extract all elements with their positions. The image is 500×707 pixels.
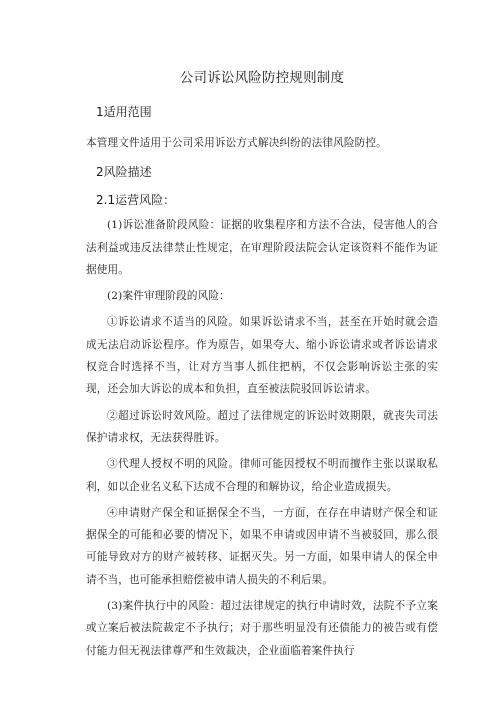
paragraph-claim-risk: ①诉讼请求不适当的风险。如果诉讼请求不当，甚至在开始时就会造成无法启动诉讼程序。作为原告，如果夸大、缩小诉讼请求或者诉讼请求权竞合时选择不当，让对方当事人抓住把柄，不仅会影响诉讼主张的实现，还会加大诉讼的成本和负担，直至被法院驳回诉讼请求。 xyxy=(86,316,438,396)
section-heading-scope: 1适用范围 xyxy=(96,105,152,119)
document-title: 公司诉讼风险防控规则制度 xyxy=(179,70,345,86)
paragraph-preparation-risk: (1)诉讼准备阶段风险：证据的收集程序和方法不合法，侵害他人的合法利益或违反法律禁止性规定，在审理阶段法院会认定该资料不能作为证据使用。 xyxy=(86,219,438,276)
paragraph-trial-risk: (2)案件审理阶段的风险： xyxy=(107,290,230,303)
paragraph-limitation-risk: ②超过诉讼时效风险。超过了法律规定的诉讼时效期限，就丧失司法保护请求权，无法获得胜诉。 xyxy=(86,409,438,444)
paragraph-execution-risk: (3)案件执行中的风险：超过法律规定的执行申请时效，法院不予立案或立案后被法院裁定不予执行；对于那些明显没有还债能力的被告或有偿付能力但无视法律尊严和生效裁决，企业面临着案件执行 xyxy=(86,600,438,657)
paragraph-scope: 本管理文件适用于公司采用诉讼方式解决纠纷的法律风险防控。 xyxy=(86,137,387,149)
paragraph-preservation-risk: ④申请财产保全和证据保全不当，一方面，在存在申请财产保全和证据保全的可能和必要的情况下，如果不申请或因申请不当被驳回，那么很可能导致对方的财产被转移、证据灭失。另一方面，如果申请人的保全申请不当，也可能承担赔偿被申请人损失的不利后果。 xyxy=(86,506,438,586)
paragraph-agent-risk: ③代理人授权不明的风险。律师可能因授权不明而擅作主张以谋取私利，如以企业名义私下达成不合理的和解协议，给企业造成损失。 xyxy=(86,458,438,493)
section-heading-risk: 2风险描述 xyxy=(96,165,152,180)
subsection-heading-operation-risk: 2.1运营风险： xyxy=(96,193,176,208)
